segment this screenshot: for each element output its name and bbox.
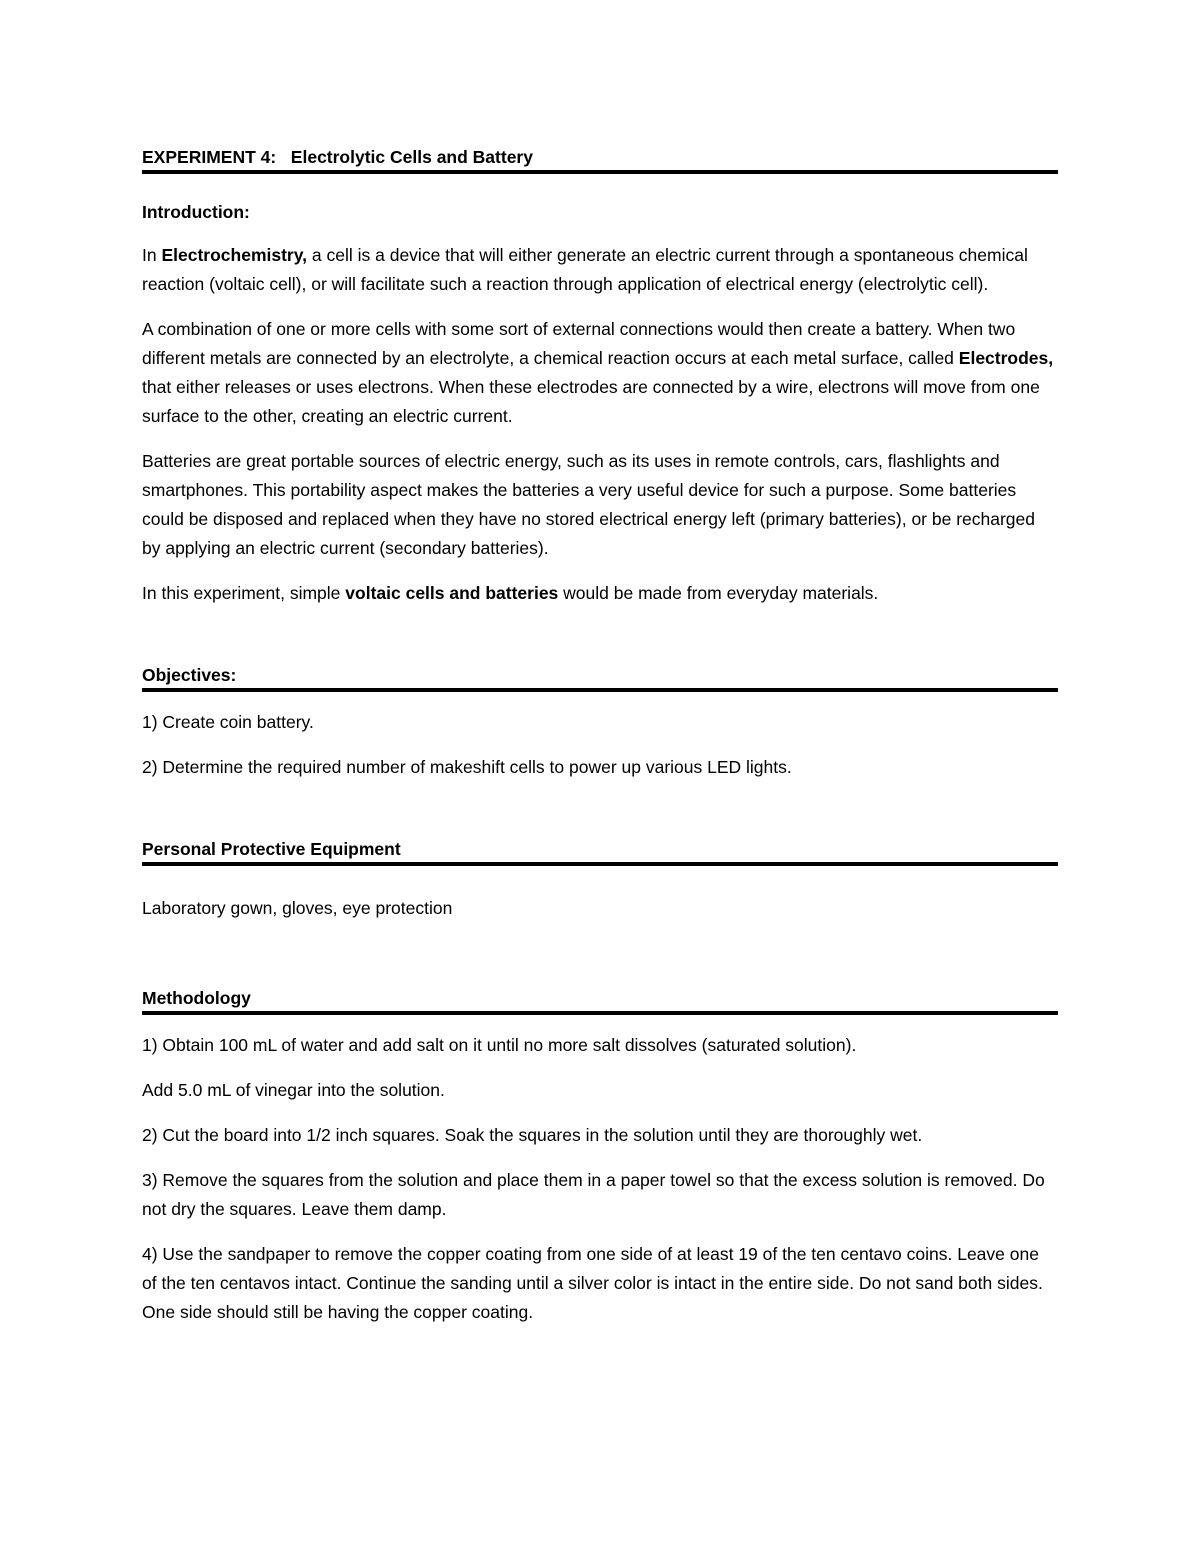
objective-item: 1) Create coin battery. <box>142 712 314 732</box>
experiment-title <box>142 146 1058 174</box>
intro-p2-bold: Electrodes, <box>958 348 1054 368</box>
intro-p1-pre: In <box>142 245 162 265</box>
intro-p1-bold: Electrochemistry, <box>161 245 308 265</box>
intro-p2-post: that either releases or uses electrons. When these electrodes are connected by a wire, electrons will move from one surface to the other, creating an electric current. <box>142 377 1040 426</box>
intro-paragraph-2 <box>142 315 1058 431</box>
method-step: 1) Obtain 100 mL of water and add salt on it until no more salt dissolves (saturated solution). <box>142 1035 857 1055</box>
ppe-heading: Personal Protective Equipment <box>142 838 1058 866</box>
methodology-heading: Methodology <box>142 987 1058 1015</box>
objective-item: 2) Determine the required number of makeshift cells to power up various LED lights. <box>142 757 792 777</box>
intro-paragraph-1 <box>142 241 1058 299</box>
intro-p4-post: would be made from everyday materials. <box>558 583 879 603</box>
document-page <box>142 146 1058 1327</box>
objectives-heading: Objectives: <box>142 664 1058 692</box>
method-step: 2) Cut the board into 1/2 inch squares. Soak the squares in the solution until they are thoroughly wet. <box>142 1125 923 1145</box>
method-step: Add 5.0 mL of vinegar into the solution. <box>142 1080 445 1100</box>
intro-paragraph-4 <box>142 579 1058 608</box>
introduction-heading: Introduction: <box>142 202 250 222</box>
method-step: 4) Use the sandpaper to remove the copper coating from one side of at least 19 of the ten centavo coins. Leave one of the ten centavos intact. Continue the sanding until a silver color is intact in the entire side. Do not sand both sides. One side should still be having the copper coating. <box>142 1244 1043 1322</box>
intro-p4-pre: In this experiment, simple <box>142 583 346 603</box>
intro-p1-post: a cell is a device that will either generate an electric current through a spontaneous chemical reaction (voltaic cell), or will facilitate such a reaction through application of electrical energy (electrolytic cell). <box>142 245 1028 294</box>
method-step: 3) Remove the squares from the solution and place them in a paper towel so that the excess solution is removed. Do not dry the squares. Leave them damp. <box>142 1170 1045 1219</box>
intro-p4-bold: voltaic cells and batteries <box>345 583 559 603</box>
ppe-text: Laboratory gown, gloves, eye protection <box>142 898 453 918</box>
intro-paragraph-3: Batteries are great portable sources of electric energy, such as its uses in remote controls, cars, flashlights and smartphones. This portability aspect makes the batteries a very useful device for such a purpose. Some batteries could be disposed and replaced when they have no stored electrical energy left (primary batteries), or be recharged by applying an electric current (secondary batteries). <box>142 451 1036 558</box>
experiment-number: EXPERIMENT 4: <box>142 147 277 167</box>
intro-p2-pre: A combination of one or more cells with some sort of external connections would then create a battery. When two different metals are connected by an electrolyte, a chemical reaction occurs at each metal surface, called <box>142 319 1016 368</box>
experiment-name: Electrolytic Cells and Battery <box>290 147 533 167</box>
